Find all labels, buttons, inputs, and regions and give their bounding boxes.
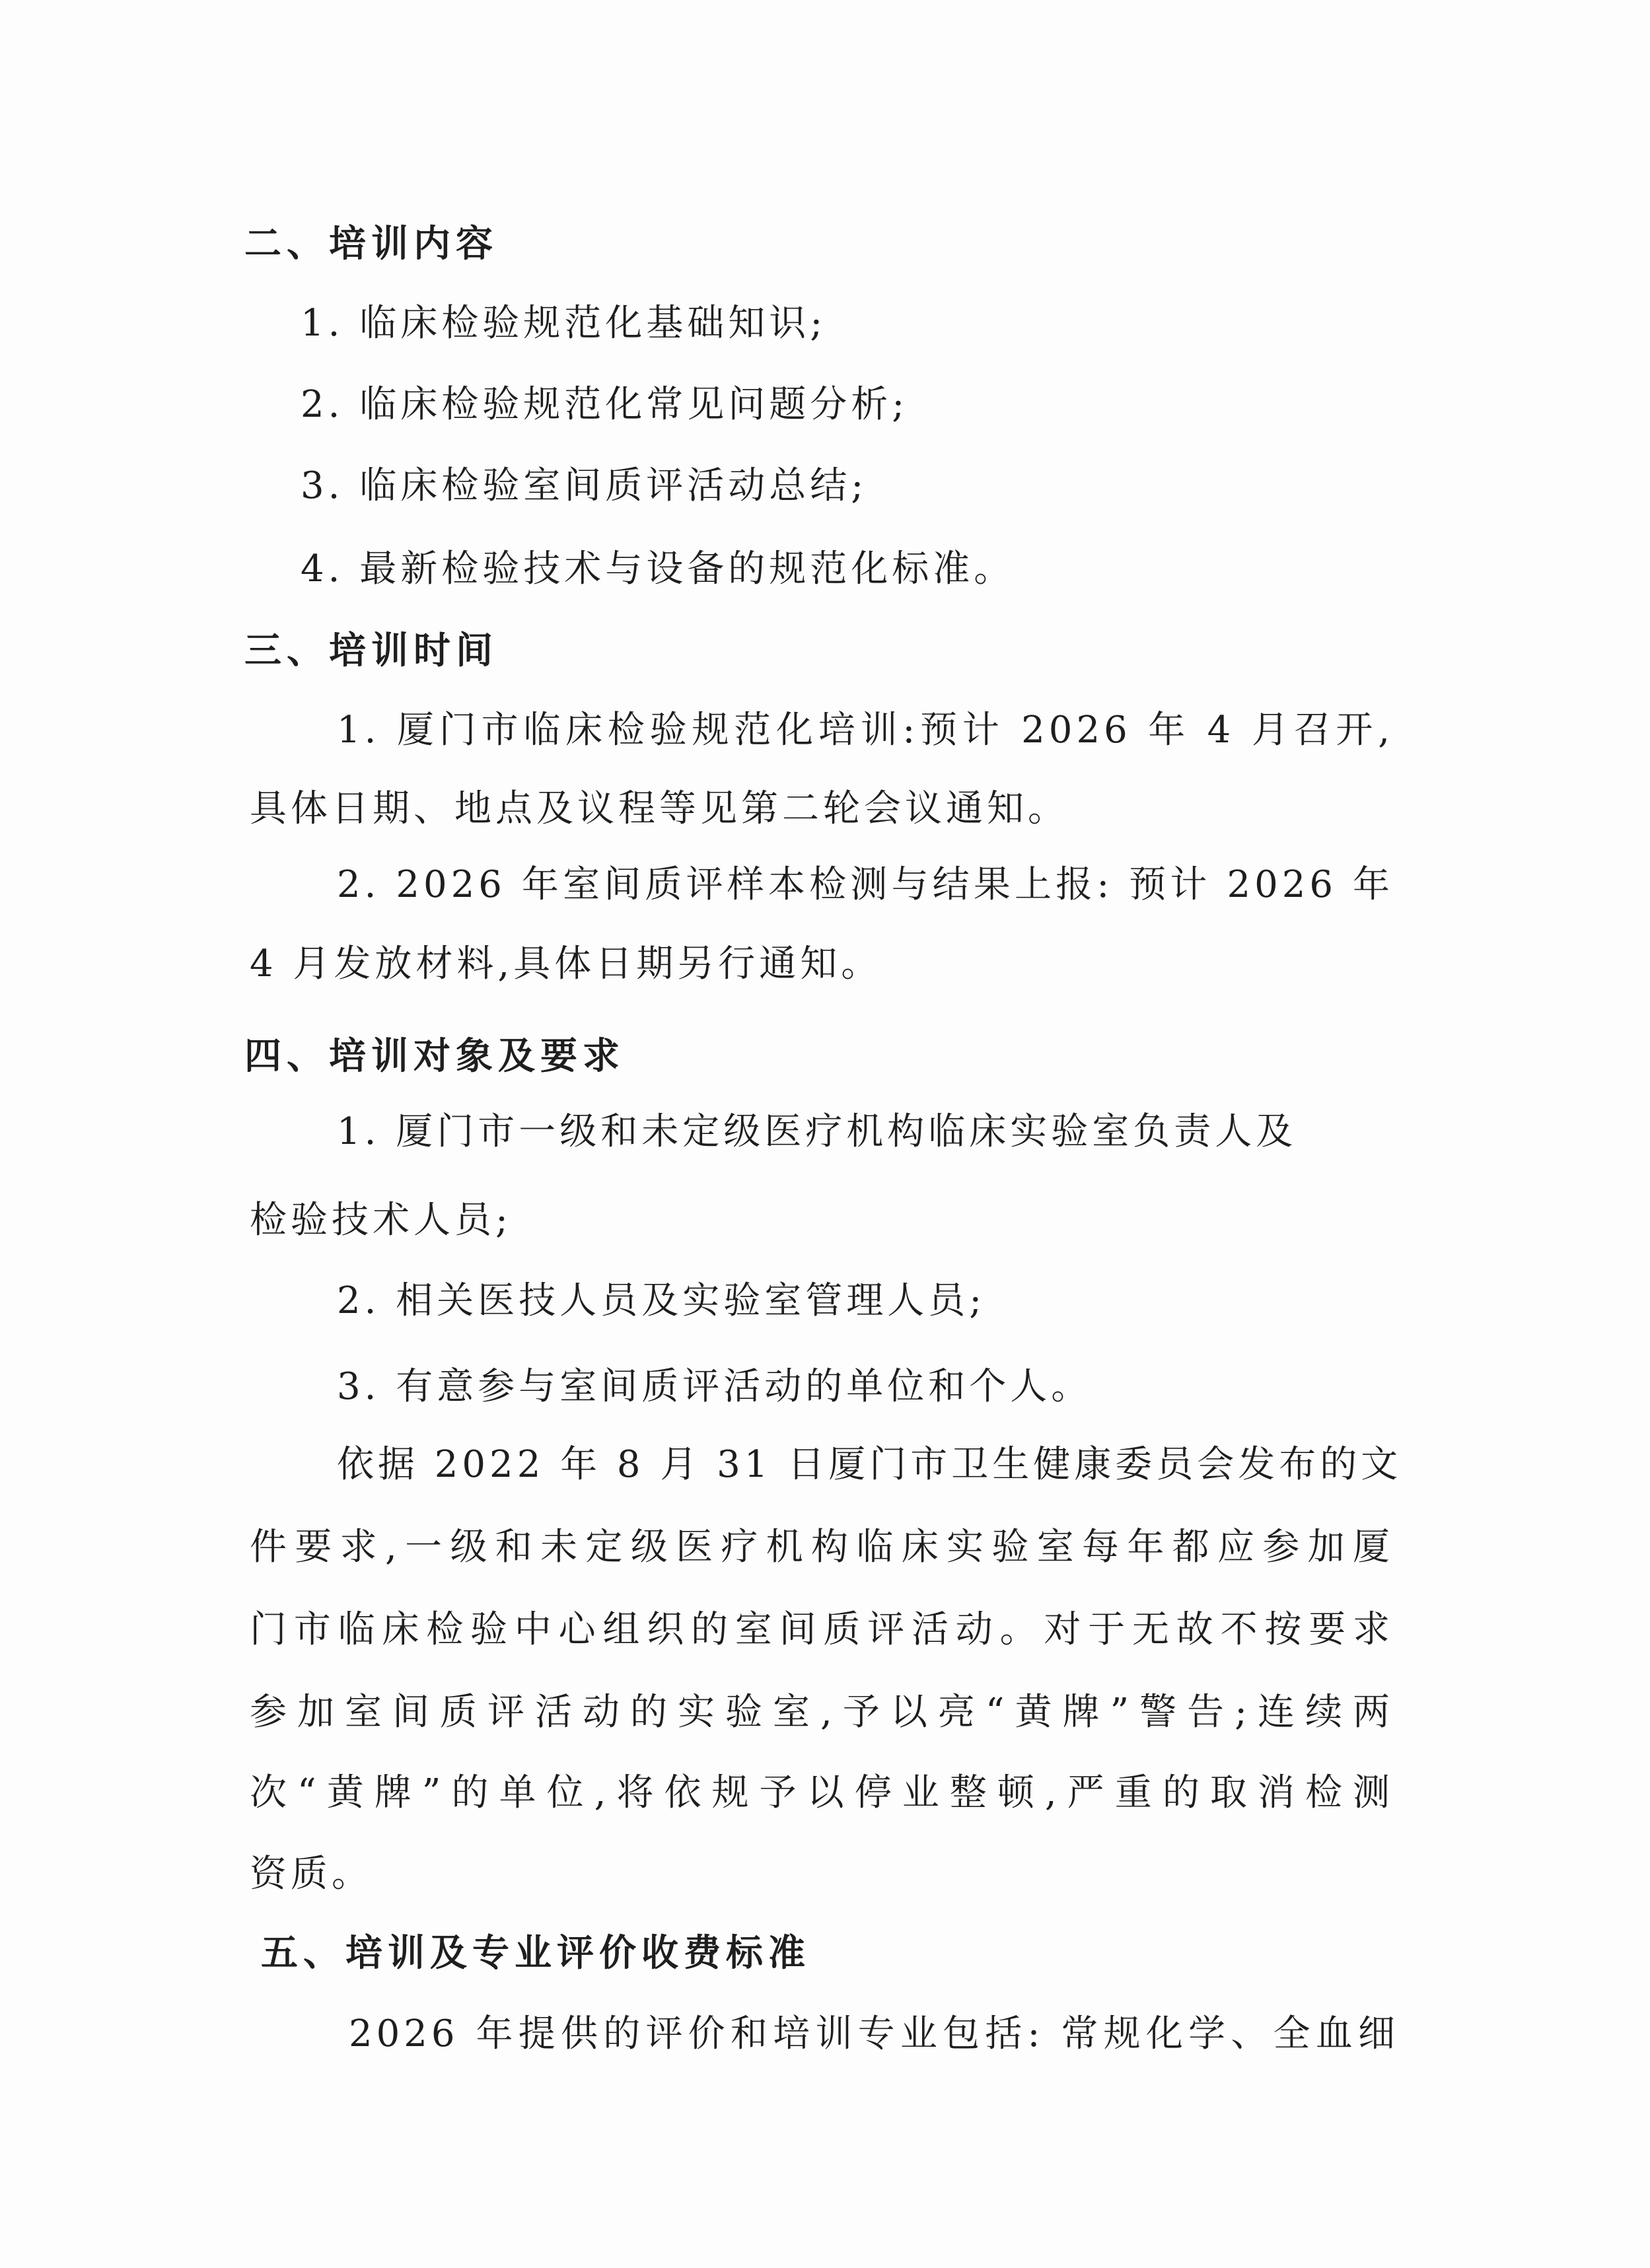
section-heading-training-targets: 四、培训对象及要求 [244, 1035, 625, 1078]
paragraph-line: 2. 2026 年室间质评样本检测与结果上报: 预计 2026 年 [337, 863, 1394, 906]
list-item: 4. 最新检验技术与设备的规范化标准。 [301, 548, 1015, 590]
paragraph-line: 件要求,一级和未定级医疗机构临床实验室每年都应参加厦 [250, 1526, 1394, 1569]
paragraph-line: 1. 厦门市临床检验规范化培训:预计 2026 年 4 月召开, [337, 709, 1394, 752]
paragraph-line: 4 月发放材料,具体日期另行通知。 [250, 942, 882, 985]
paragraph-line: 检验技术人员; [250, 1199, 512, 1242]
list-item: 3. 临床检验室间质评活动总结; [301, 464, 868, 507]
paragraph-line: 参加室间质评活动的实验室,予以亮“黄牌”警告;连续两 [250, 1691, 1394, 1734]
section-heading-training-content: 二、培训内容 [244, 223, 498, 266]
paragraph-line: 依据 2022 年 8 月 31 日厦门市卫生健康委员会发布的文 [337, 1443, 1402, 1486]
list-item: 3. 有意参与室间质评活动的单位和个人。 [337, 1365, 1093, 1408]
section-heading-fee-standards: 五、培训及专业评价收费标准 [261, 1932, 810, 1975]
paragraph-line: 具体日期、地点及议程等见第二轮会议通知。 [250, 787, 1069, 830]
list-item: 1. 临床检验规范化基础知识; [301, 302, 827, 345]
paragraph-line: 1. 厦门市一级和未定级医疗机构临床实验室负责人及 [337, 1110, 1297, 1153]
paragraph-line: 门市临床检验中心组织的室间质评活动。对于无故不按要求 [250, 1608, 1394, 1651]
section-heading-training-time: 三、培训时间 [244, 629, 498, 672]
paragraph-line: 资质。 [250, 1853, 373, 1896]
paragraph-line: 次“黄牌”的单位,将依规予以停业整顿,严重的取消检测 [250, 1771, 1394, 1814]
list-item: 2. 临床检验规范化常见问题分析; [301, 383, 909, 426]
paragraph-line: 2026 年提供的评价和培训专业包括: 常规化学、全血细 [349, 2012, 1399, 2055]
list-item: 2. 相关医技人员及实验室管理人员; [337, 1279, 986, 1322]
